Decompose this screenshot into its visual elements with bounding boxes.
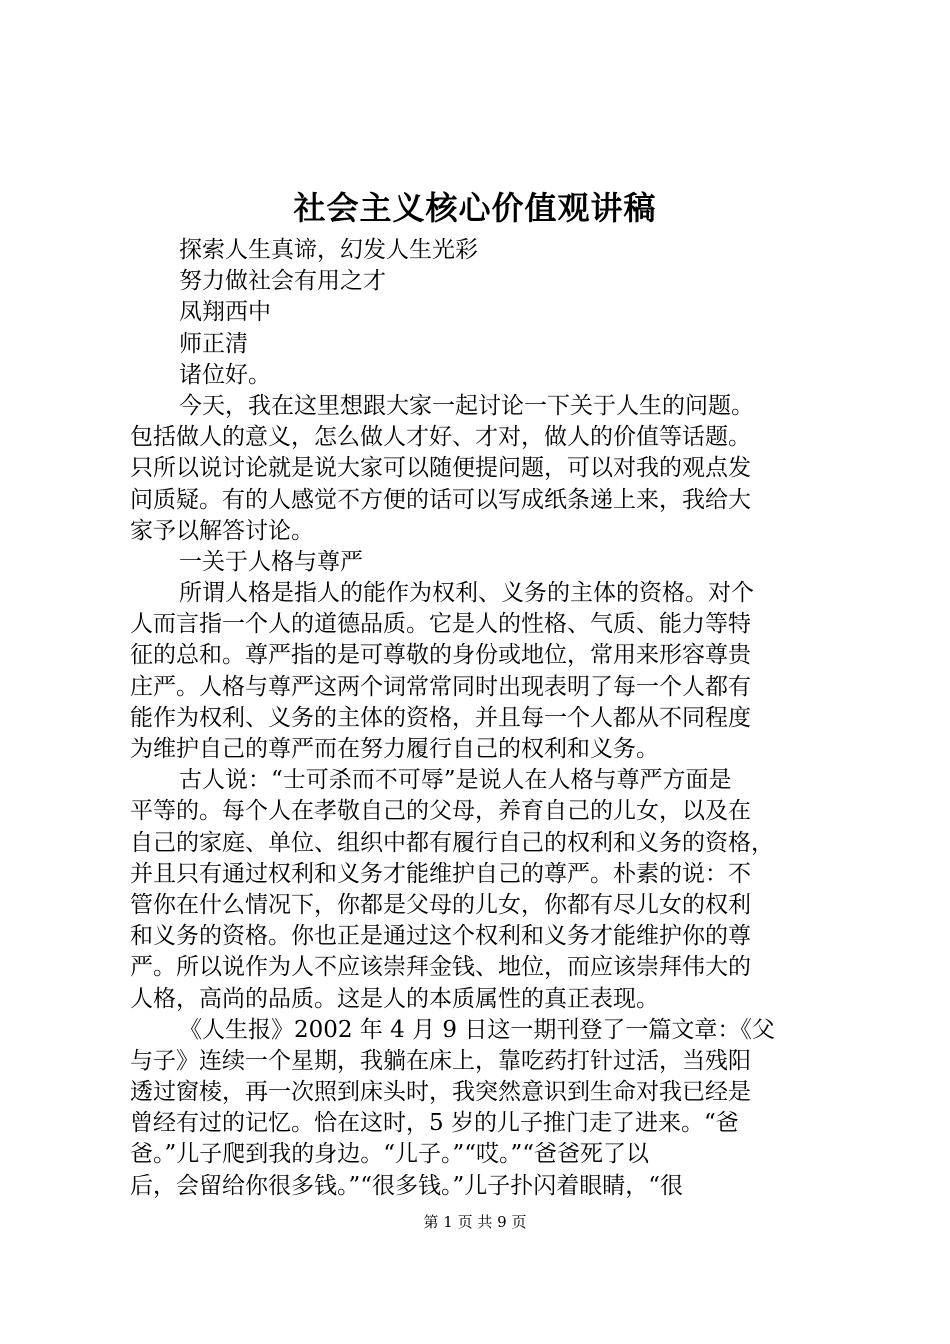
- text-line: 努力做社会有用之才: [179, 268, 386, 295]
- text-line: 自己的家庭、单位、组织中都有履行自己的权利和义务的资格，: [130, 829, 774, 856]
- text-line: 能作为权利、义务的主体的资格，并且每一个人都从不同程度: [130, 704, 751, 731]
- text-line: 探索人生真谛，幻发人生光彩: [179, 237, 478, 263]
- text-line: 与子》连续一个星期，我躺在床上，靠吃药打针过活，当残阳: [130, 1047, 751, 1074]
- text-line: 一关于人格与尊严: [179, 548, 363, 575]
- text-line: 为维护自己的尊严而在努力履行自己的权利和义务。: [130, 736, 659, 762]
- text-line: 并且只有通过权利和义务才能维护自己的尊严。朴素的说：不: [130, 860, 751, 887]
- text-line: 征的总和。尊严指的是可尊敬的身份或地位，常用来形容尊贵: [130, 642, 751, 669]
- document-title: 社会主义核心价值观讲稿: [293, 189, 657, 227]
- text-line: 平等的。每个人在孝敬自己的父母，养育自己的儿女，以及在: [130, 798, 751, 825]
- text-line: 曾经有过的记忆。恰在这时，5 岁的儿子推门走了进来。“爸: [130, 1110, 739, 1137]
- page-indicator: 第 1 页 共 9 页: [423, 1213, 527, 1231]
- text-line: 师正清: [179, 330, 248, 357]
- document-body: [130, 235, 830, 1202]
- text-line: 只所以说讨论就是说大家可以随便提问题，可以对我的观点发: [130, 455, 751, 482]
- text-line: 所谓人格是指人的能作为权利、义务的主体的资格。对个: [179, 580, 754, 607]
- text-line: 管你在什么情况下，你都是父母的儿女，你都有尽儿女的权利: [130, 891, 751, 918]
- text-line: 《人生报》2002 年 4 月 9 日这一期刊登了一篇文章：《父: [179, 1016, 775, 1043]
- text-line: 人而言指一个人的道德品质。它是人的性格、气质、能力等特: [130, 611, 751, 638]
- text-line: 庄严。人格与尊严这两个词常常同时出现表明了每一个人都有: [130, 673, 751, 700]
- text-line: 今天，我在这里想跟大家一起讨论一下关于人生的问题。: [179, 392, 754, 419]
- text-line: 后，会留给你很多钱。”“很多钱。”儿子扑闪着眼睛，“很: [130, 1172, 684, 1199]
- text-line: 古人说：“士可杀而不可辱”是说人在人格与尊严方面是: [179, 767, 732, 794]
- text-line: 爸。”儿子爬到我的身边。“儿子。”“哎。”“爸爸死了以: [130, 1141, 650, 1168]
- text-line: 人格，高尚的品质。这是人的本质属性的真正表现。: [130, 985, 659, 1012]
- text-line: 诸位好。: [179, 361, 271, 388]
- text-line: 透过窗棱，再一次照到床头时，我突然意识到生命对我已经是: [130, 1079, 751, 1106]
- text-line: 和义务的资格。你也正是通过这个权利和义务才能维护你的尊: [130, 923, 751, 950]
- text-line: 家予以解答讨论。: [130, 517, 314, 544]
- text-line: 严。所以说作为人不应该崇拜金钱、地位，而应该崇拜伟大的: [130, 954, 751, 981]
- text-line: 凤翔西中: [179, 299, 271, 326]
- text-line: 包括做人的意义，怎么做人才好、才对，做人的价值等话题。: [130, 424, 751, 451]
- text-line: 问质疑。有的人感觉不方便的话可以写成纸条递上来，我给大: [130, 486, 751, 513]
